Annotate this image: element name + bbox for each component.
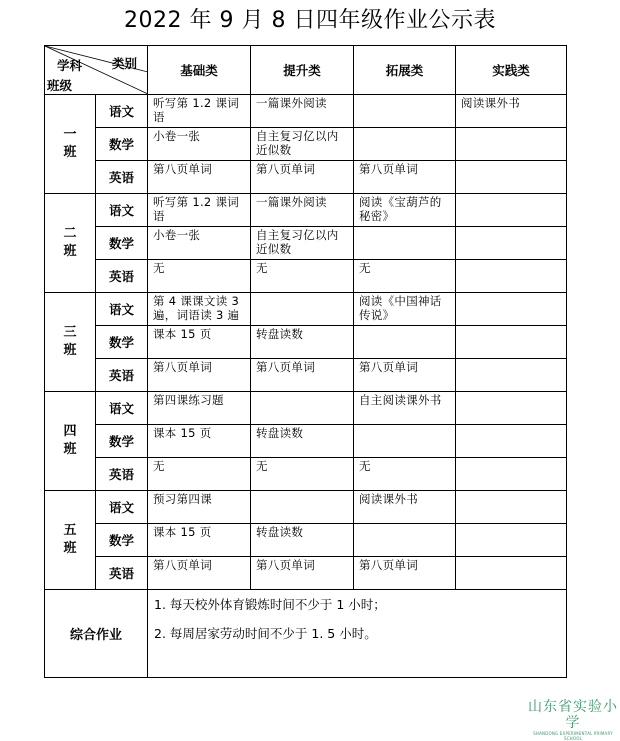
table-row bbox=[45, 260, 567, 293]
homework-cell: 第八页单词 bbox=[354, 161, 456, 194]
summary-label: 综合作业 bbox=[45, 590, 148, 678]
class-name-char: 班 bbox=[63, 343, 77, 358]
homework-cell bbox=[251, 491, 354, 524]
table-row bbox=[45, 425, 567, 458]
homework-cell: 第八页单词 bbox=[148, 557, 251, 590]
subject-cell: 数学 bbox=[96, 227, 148, 260]
homework-cell bbox=[354, 425, 456, 458]
table-row bbox=[45, 359, 567, 392]
homework-cell: 阅读《中国神话传说》 bbox=[354, 293, 456, 326]
homework-cell bbox=[456, 524, 567, 557]
homework-cell bbox=[456, 227, 567, 260]
homework-cell: 转盘读数 bbox=[251, 425, 354, 458]
homework-cell: 一篇课外阅读 bbox=[251, 95, 354, 128]
table-row bbox=[45, 491, 567, 524]
homework-cell: 预习第四课 bbox=[148, 491, 251, 524]
homework-cell: 自主复习亿以内近似数 bbox=[251, 227, 354, 260]
subject-cell: 语文 bbox=[96, 491, 148, 524]
class-name-char: 班 bbox=[63, 145, 77, 160]
class-name-cell bbox=[45, 392, 96, 491]
homework-cell: 第八页单词 bbox=[354, 557, 456, 590]
class-name-char: 三 bbox=[63, 325, 77, 340]
homework-cell: 无 bbox=[251, 260, 354, 293]
homework-cell: 第八页单词 bbox=[354, 359, 456, 392]
homework-cell: 课本 15 页 bbox=[148, 524, 251, 557]
homework-cell: 自主复习亿以内近似数 bbox=[251, 128, 354, 161]
homework-cell: 阅读课外书 bbox=[354, 491, 456, 524]
homework-cell: 无 bbox=[251, 458, 354, 491]
homework-cell bbox=[354, 326, 456, 359]
class-name-char: 五 bbox=[63, 523, 77, 538]
homework-cell bbox=[456, 557, 567, 590]
table-row bbox=[45, 458, 567, 491]
homework-cell bbox=[456, 359, 567, 392]
homework-cell bbox=[456, 392, 567, 425]
homework-cell bbox=[456, 293, 567, 326]
homework-cell: 课本 15 页 bbox=[148, 425, 251, 458]
homework-cell bbox=[456, 128, 567, 161]
homework-cell: 小卷一张 bbox=[148, 128, 251, 161]
homework-cell: 第八页单词 bbox=[251, 557, 354, 590]
homework-cell: 无 bbox=[148, 458, 251, 491]
homework-cell: 第 4 课课文读 3 遍，词语读 3 遍 bbox=[148, 293, 251, 326]
class-name-char: 一 bbox=[63, 127, 77, 142]
homework-cell: 第八页单词 bbox=[251, 161, 354, 194]
homework-cell bbox=[456, 425, 567, 458]
class-name-cell bbox=[45, 194, 96, 293]
summary-row bbox=[45, 590, 567, 678]
subject-cell: 数学 bbox=[96, 425, 148, 458]
subject-cell: 英语 bbox=[96, 557, 148, 590]
column-header-practice: 实践类 bbox=[456, 46, 567, 95]
school-name-cn: 山东省实验小学 bbox=[528, 699, 618, 731]
homework-cell: 转盘读数 bbox=[251, 326, 354, 359]
homework-cell bbox=[456, 326, 567, 359]
homework-cell bbox=[456, 161, 567, 194]
class-name-char: 班 bbox=[63, 442, 77, 457]
homework-cell bbox=[251, 293, 354, 326]
homework-cell bbox=[456, 458, 567, 491]
subject-cell: 数学 bbox=[96, 128, 148, 161]
table-row bbox=[45, 524, 567, 557]
class-name-char: 班 bbox=[63, 244, 77, 259]
column-header-advance: 提升类 bbox=[251, 46, 354, 95]
homework-cell: 第八页单词 bbox=[251, 359, 354, 392]
homework-cell bbox=[354, 95, 456, 128]
table-row bbox=[45, 293, 567, 326]
subject-cell: 语文 bbox=[96, 194, 148, 227]
class-name-char: 四 bbox=[63, 424, 77, 439]
column-header-basic: 基础类 bbox=[148, 46, 251, 95]
summary-item: 2. 每周居家劳动时间不少于 1. 5 小时。 bbox=[154, 626, 377, 641]
table-row bbox=[45, 557, 567, 590]
homework-cell bbox=[354, 524, 456, 557]
homework-cell: 无 bbox=[354, 458, 456, 491]
page-title: 2022 年 9 月 8 日四年级作业公示表 bbox=[124, 8, 496, 33]
subject-cell: 英语 bbox=[96, 359, 148, 392]
homework-cell: 第八页单词 bbox=[148, 161, 251, 194]
homework-cell: 自主阅读课外书 bbox=[354, 392, 456, 425]
homework-cell: 第四课练习题 bbox=[148, 392, 251, 425]
table-row bbox=[45, 326, 567, 359]
homework-table bbox=[44, 45, 567, 678]
homework-cell bbox=[251, 392, 354, 425]
table-row bbox=[45, 128, 567, 161]
subject-cell: 语文 bbox=[96, 392, 148, 425]
homework-cell bbox=[354, 128, 456, 161]
homework-cell bbox=[456, 491, 567, 524]
homework-cell: 听写第 1.2 课词语 bbox=[148, 95, 251, 128]
subject-cell: 数学 bbox=[96, 524, 148, 557]
table-row bbox=[45, 392, 567, 425]
class-label: 班级 bbox=[47, 78, 73, 93]
summary-item: 1. 每天校外体育锻炼时间不少于 1 小时； bbox=[154, 597, 386, 612]
homework-cell bbox=[354, 227, 456, 260]
table-row bbox=[45, 194, 567, 227]
header-row bbox=[45, 46, 567, 95]
table-row bbox=[45, 95, 567, 128]
homework-cell: 无 bbox=[148, 260, 251, 293]
table-row bbox=[45, 161, 567, 194]
homework-cell: 无 bbox=[354, 260, 456, 293]
subject-cell: 语文 bbox=[96, 293, 148, 326]
diagonal-header-cell bbox=[45, 46, 148, 95]
class-name-cell bbox=[45, 293, 96, 392]
category-label: 类别 bbox=[111, 56, 137, 71]
table-row bbox=[45, 227, 567, 260]
homework-cell bbox=[456, 194, 567, 227]
column-header-extension: 拓展类 bbox=[354, 46, 456, 95]
homework-cell bbox=[456, 260, 567, 293]
homework-cell: 一篇课外阅读 bbox=[251, 194, 354, 227]
subject-cell: 英语 bbox=[96, 458, 148, 491]
class-name-char: 二 bbox=[63, 226, 77, 241]
school-name-en: SHANDONG EXPERIMENTAL PRIMARY SCHOOL bbox=[533, 731, 613, 741]
class-name-cell bbox=[45, 95, 96, 194]
subject-cell: 英语 bbox=[96, 161, 148, 194]
subject-label: 学科 bbox=[57, 58, 83, 73]
homework-cell: 小卷一张 bbox=[148, 227, 251, 260]
school-logo bbox=[527, 699, 619, 741]
subject-cell: 语文 bbox=[96, 95, 148, 128]
subject-cell: 英语 bbox=[96, 260, 148, 293]
summary-content bbox=[148, 590, 567, 678]
homework-cell: 阅读《宝葫芦的秘密》 bbox=[354, 194, 456, 227]
homework-cell: 阅读课外书 bbox=[456, 95, 567, 128]
class-name-char: 班 bbox=[63, 541, 77, 556]
subject-cell: 数学 bbox=[96, 326, 148, 359]
homework-cell: 第八页单词 bbox=[148, 359, 251, 392]
homework-cell: 听写第 1.2 课词语 bbox=[148, 194, 251, 227]
class-name-cell bbox=[45, 491, 96, 590]
homework-cell: 转盘读数 bbox=[251, 524, 354, 557]
homework-cell: 课本 15 页 bbox=[148, 326, 251, 359]
